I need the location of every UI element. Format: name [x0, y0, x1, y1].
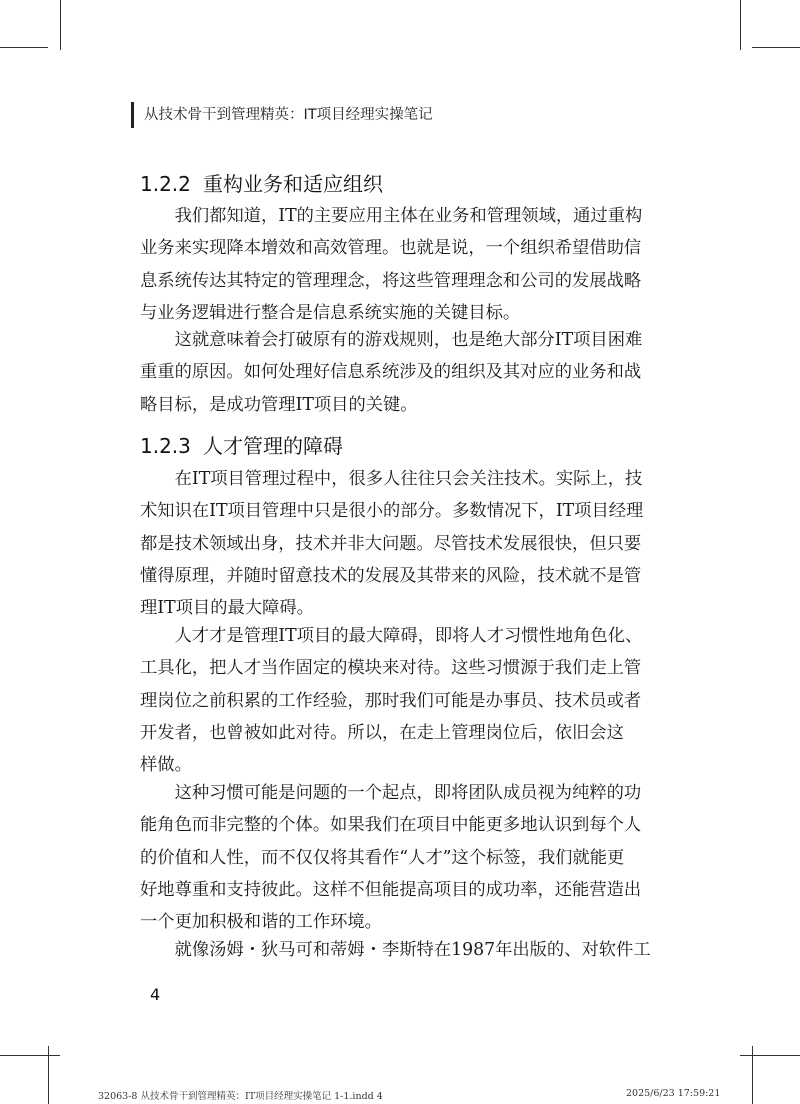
crop-mark-bottom-right-horizontal: [740, 1055, 800, 1056]
section-heading-1-2-3: [140, 432, 660, 460]
section-number: 1.2.2: [140, 172, 191, 196]
section-title: 人才管理的障碍: [203, 434, 343, 458]
text-line: 这种习惯可能是问题的一个起点，即将团队成员视为纯粹的功: [174, 783, 642, 803]
crop-mark-bottom-left-horizontal: [0, 1055, 60, 1056]
section-title: 重构业务和适应组织: [203, 172, 383, 196]
text-line: 理岗位之前积累的工作经验，那时我们可能是办事员、技术员或者: [140, 690, 642, 711]
text-line: 都是技术领域出身，技术并非大问题。尽管技术发展很快，但只要: [140, 533, 642, 554]
paragraph: [140, 200, 660, 329]
text-line: 息系统传达其特定的管理理念，将这些管理理念和公司的发展战略: [140, 270, 642, 291]
text-line: 这就意味着会打破原有的游戏规则，也是绝大部分IT项目困难: [174, 330, 643, 350]
crop-mark-top-left-vertical: [60, 0, 61, 50]
running-head: 从技术骨干到管理精英：IT项目经理实操笔记: [131, 102, 433, 128]
text-line: 好地尊重和支持彼此。这样不但能提高项目的成功率，还能营造出: [140, 879, 642, 900]
text-line: 重重的原因。如何处理好信息系统涉及的组织及其对应的业务和战: [140, 362, 642, 383]
text-line: 略目标，是成功管理IT项目的关键。: [140, 394, 418, 415]
text-line: 就像汤姆・狄马可和蒂姆・李斯特在1987年出版的、对软件工: [174, 940, 651, 960]
text-line: 业务来实现降本增效和高效管理。也就是说，一个组织希望借助信: [140, 238, 642, 259]
crop-mark-top-left-horizontal: [0, 47, 48, 48]
text-line: 与业务逻辑进行整合是信息系统实施的关键目标。: [140, 302, 521, 323]
text-line: 样做。: [140, 755, 192, 776]
print-slug-filename: 32063-8 从技术骨干到管理精英：IT项目经理实操笔记 1-1.indd 4: [98, 1091, 383, 1102]
crop-mark-top-right-vertical: [740, 0, 741, 50]
text-line: 术知识在IT项目管理中只是很小的部分。多数情况下，IT项目经理: [140, 501, 644, 522]
text-line: 工具化，把人才当作固定的模块来对待。这些习惯源于我们走上管: [140, 658, 642, 679]
paragraph: [140, 777, 660, 938]
paragraph: [140, 463, 660, 624]
crop-mark-top-right-horizontal: [752, 47, 800, 48]
page-number: 4: [150, 985, 161, 1004]
text-line: 人才才是管理IT项目的最大障碍，即将人才习惯性地角色化、: [174, 626, 643, 646]
text-line: 理IT项目的最大障碍。: [140, 598, 314, 619]
text-line: 开发者，也曾被如此对待。所以，在走上管理岗位后，依旧会这: [140, 722, 624, 743]
section-number: 1.2.3: [140, 434, 191, 458]
paragraph: [140, 620, 660, 781]
print-slug-datetime: 2025/6/23 17:59:21: [626, 1088, 721, 1099]
text-line: 的价值和人性，而不仅仅将其看作“人才”这个标签，我们就能更: [140, 847, 625, 868]
paragraph: [140, 934, 660, 966]
text-line: 一个更加积极和谐的工作环境。: [140, 912, 382, 933]
text-line: 我们都知道，IT的主要应用主体在业务和管理领域，通过重构: [174, 206, 643, 226]
text-line: 能角色而非完整的个体。如果我们在项目中能更多地认识到每个人: [140, 815, 642, 836]
text-line: 懂得原理，并随时留意技术的发展及其带来的风险，技术就不是管: [140, 565, 642, 586]
section-heading-1-2-2: [140, 170, 660, 198]
paragraph: [140, 324, 660, 421]
text-line: 在IT项目管理过程中，很多人往往只会关注技术。实际上，技: [174, 469, 643, 489]
